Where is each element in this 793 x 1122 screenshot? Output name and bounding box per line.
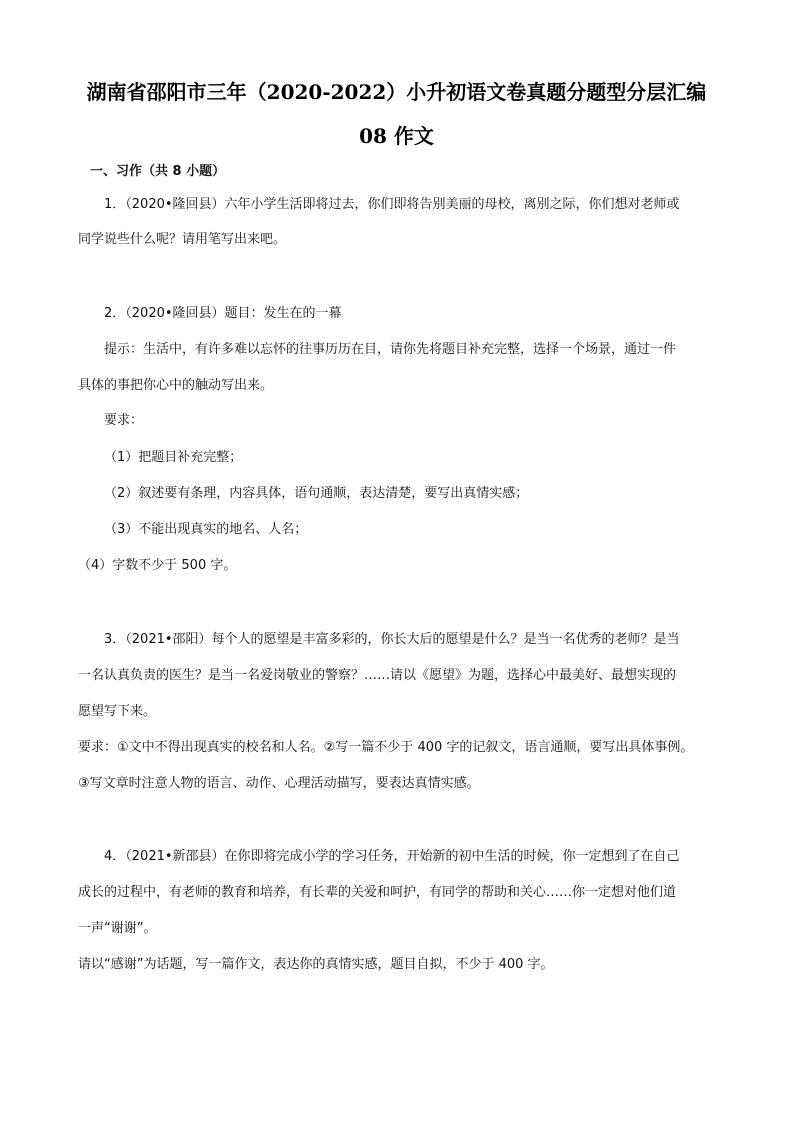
- question-3-requirement-1: 要求：①文中不得出现真实的校名和人名。②写一篇不少于 400 字的记叙文，语言通顺，要写出具体事例。: [78, 740, 694, 755]
- question-2-requirement-1: （1）把题目补充完整；: [104, 450, 243, 465]
- question-4-line-4: 请以“感谢”为话题，写一篇作文，表达你的真情实感，题目自拟，不少于 400 字。: [78, 957, 554, 972]
- question-1-line-1: 1．（2020•隆回县）六年小学生活即将过去，你们即将告别美丽的母校，离别之际，你们想对老师或: [104, 197, 680, 212]
- question-2-hint-1: 提示：生活中，有许多难以忘怀的往事历历在目，请你先将题目补充完整，选择一个场景，通过一件: [104, 342, 677, 357]
- section-heading: 一、习作（共 8 小题）: [90, 164, 226, 179]
- question-4-line-2: 成长的过程中，有老师的教育和培养，有长辈的关爱和呵护，有同学的帮助和关心……你一定想对他们道: [78, 885, 677, 900]
- question-2-line-1: 2．（2020•隆回县）题目：发生在的一幕: [104, 306, 342, 321]
- document-subtitle: 08 作文: [359, 124, 434, 148]
- question-3-line-2: 一名认真负责的医生？是当一名爱岗敬业的警察？……请以《愿望》为题，选择心中最美好、最想实现的: [78, 668, 677, 683]
- question-2-requirement-2: （2）叙述要有条理，内容具体，语句通顺，表达清楚，要写出真情实感；: [104, 486, 529, 501]
- question-2-hint-2: 具体的事把你心中的触动写出来。: [78, 378, 274, 393]
- question-3-requirement-2: ③写文章时注意人物的语言、动作、心理活动描写，要表达真情实感。: [78, 776, 480, 791]
- question-3-line-1: 3．（2021•邵阳）每个人的愿望是丰富多彩的，你长大后的愿望是什么？是当一名优秀的老师？是当: [104, 632, 680, 647]
- question-4-line-1: 4．（2021•新邵县）在你即将完成小学的学习任务，开始新的初中生活的时候，你一定想到了在自己: [104, 849, 680, 864]
- question-2-requirement-4: （4）字数不少于 500 字。: [78, 558, 237, 573]
- question-4-line-3: 一声“谢谢”。: [78, 921, 157, 936]
- question-2-requirement-3: （3）不能出现真实的地名、人名；: [104, 522, 308, 537]
- question-2-requirements-label: 要求：: [104, 413, 144, 428]
- question-1-line-2: 同学说些什么呢？请用笔写出来吧。: [78, 232, 287, 247]
- document-title: 湖南省邵阳市三年（2020-2022）小升初语文卷真题分题型分层汇编: [86, 80, 707, 104]
- question-3-line-3: 愿望写下来。: [78, 704, 157, 719]
